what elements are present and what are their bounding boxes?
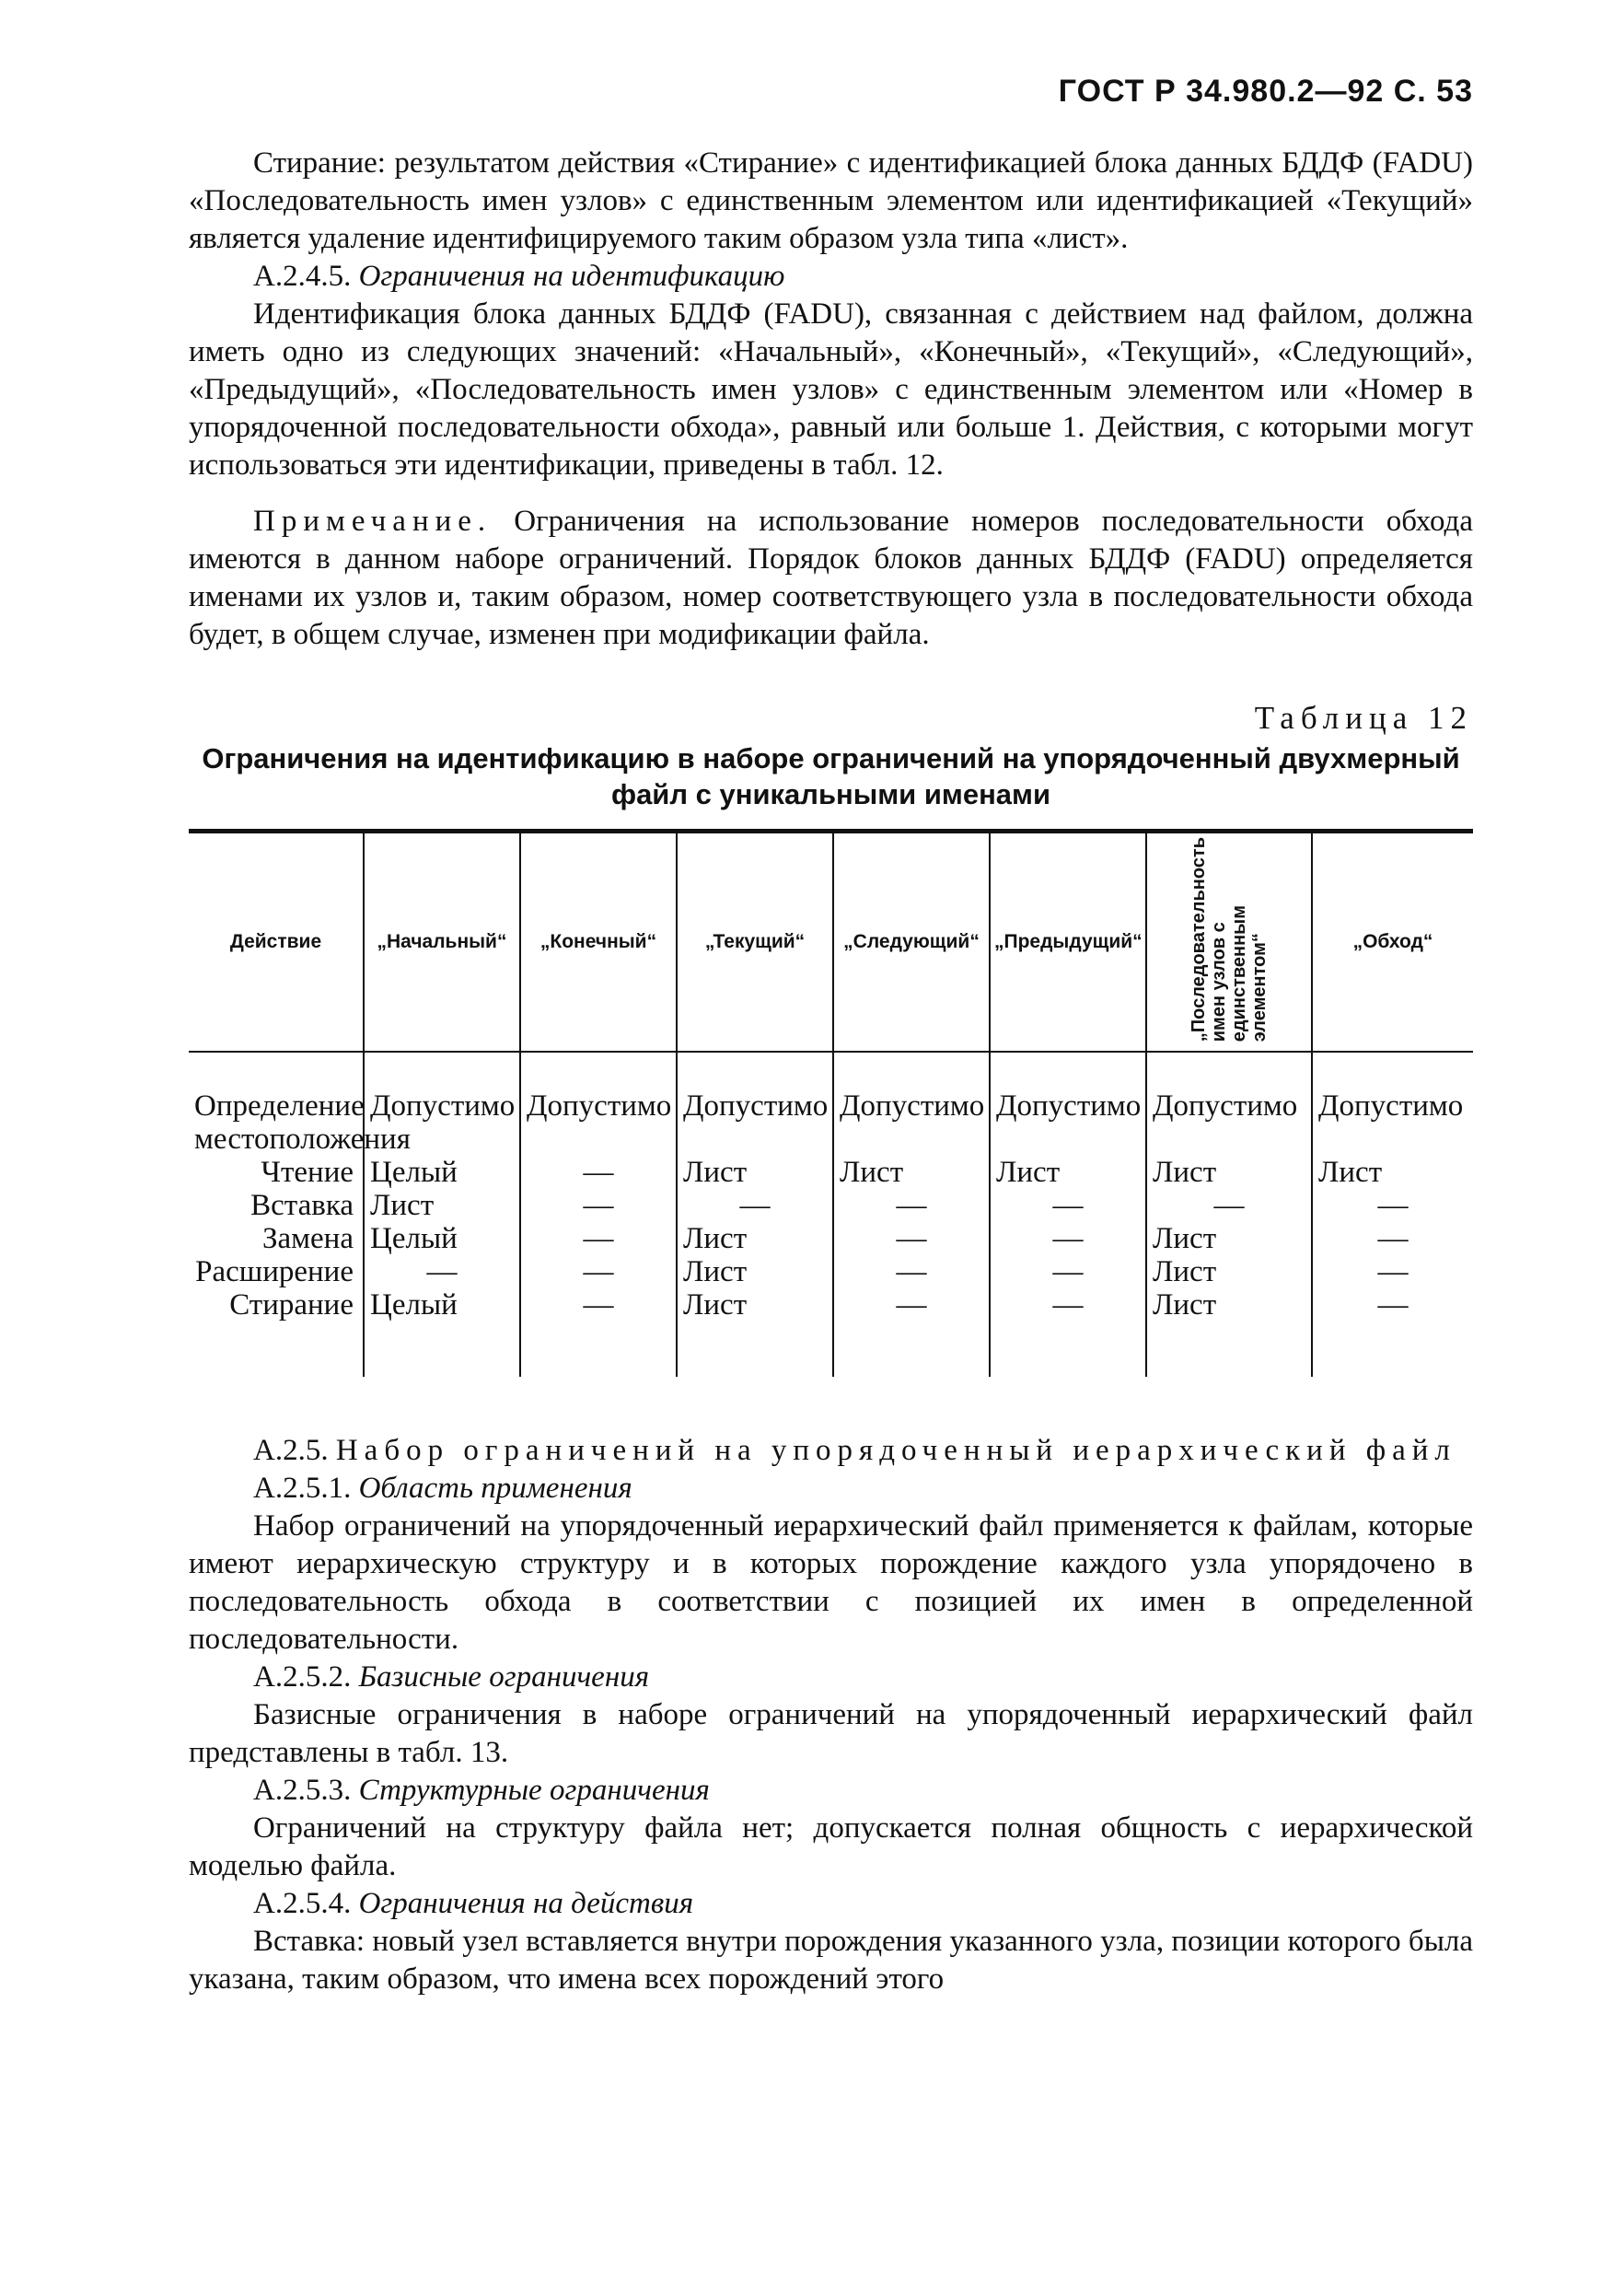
table-cell: Допустимо <box>677 1052 833 1156</box>
table-cell: — <box>1146 1189 1312 1222</box>
heading-title: Базисные ограничения <box>358 1660 650 1694</box>
table-row <box>189 1052 1473 1156</box>
heading-number: А.2.4.5. <box>253 260 352 293</box>
table-title: Ограничения на идентификацию в наборе ограничений на упорядоченный двухмерный файл с уникальными именами <box>202 742 1460 810</box>
table-cell: — <box>833 1255 990 1288</box>
table-cell: — <box>990 1288 1146 1377</box>
header-cell: „Обход“ <box>1312 832 1473 1053</box>
table-row <box>189 1189 1473 1222</box>
table-cell: — <box>520 1288 677 1377</box>
table-cell: Лист <box>677 1222 833 1255</box>
table-cell: — <box>1312 1189 1473 1222</box>
paragraph-basic: Базисные ограничения в наборе ограничений на упорядоченный иерархический файл представлены в табл. 13. <box>189 1698 1473 1770</box>
header-cell: „Конечный“ <box>520 832 677 1053</box>
table-cell: — <box>990 1189 1146 1222</box>
table-row <box>189 1255 1473 1288</box>
note-text: Ограничения на использование номеров последовательности обхода имеются в данном наборе ограничений. Порядок блоков данных БДДФ (FADU) определяется именами их узлов и, таким образом, номер соответствующего узла в последовательности обхода будет, в общем случае, изменен при модификации файла. <box>189 505 1473 651</box>
table-cell: — <box>990 1222 1146 1255</box>
table-cell: Вставка <box>250 1189 354 1223</box>
table-cell: Лист <box>990 1156 1146 1189</box>
header-cell: „Предыдущий“ <box>990 832 1146 1053</box>
note-label: Примечание. <box>253 505 493 538</box>
heading-a25 <box>189 1432 1473 1470</box>
table-cell: — <box>520 1255 677 1288</box>
table-cell: Расширение <box>195 1255 354 1289</box>
table-cell: — <box>833 1189 990 1222</box>
table-cell: Допустимо <box>1146 1052 1312 1156</box>
heading-a253 <box>189 1772 1473 1810</box>
heading-a254 <box>189 1885 1473 1923</box>
header-cell: „Начальный“ <box>364 832 520 1053</box>
heading-number: А.2.5.2. <box>253 1660 352 1694</box>
table-row <box>189 1288 1473 1377</box>
table-cell: — <box>1312 1288 1473 1377</box>
table-cell: — <box>677 1189 833 1222</box>
table-row <box>189 1222 1473 1255</box>
table-cell: — <box>1312 1222 1473 1255</box>
heading-title: Ограничения на идентификацию <box>358 260 785 293</box>
heading-number: А.2.5. <box>253 1434 329 1468</box>
paragraph-scope: Набор ограничений на упорядоченный иерархический файл применяется к файлам, которые имеют иерархическую структуру и в которых порождение каждого узла упорядочено в последовательность обхода в соответствии с позицией их имен в определенной последовательности. <box>189 1509 1473 1657</box>
table-cell: Лист <box>677 1255 833 1288</box>
header-cell-vertical <box>1146 832 1312 1053</box>
table-cell: — <box>364 1255 520 1288</box>
table-cell: — <box>990 1255 1146 1288</box>
table-cell: Лист <box>364 1189 520 1222</box>
table-cell: — <box>520 1156 677 1189</box>
table-cell: Целый <box>364 1222 520 1255</box>
heading-a252 <box>189 1659 1473 1696</box>
table-cell: Стирание <box>229 1288 354 1322</box>
header-cell: Действие <box>189 832 364 1053</box>
paragraph-identification: Идентификация блока данных БДДФ (FADU), связанная с действием над файлом, должна иметь одно из следующих значений: «Начальный», «Конечный», «Текущий», «Следующий», «Предыдущий», «Последовательность имен узлов» с единственным элементом или «Номер в упорядоченной последовательности обхода», равный или больше 1. Действия, с которыми могут использоваться эти идентификации, приведены в табл. 12. <box>189 297 1473 482</box>
table-cell: Целый <box>364 1156 520 1189</box>
table-cell: Замена <box>261 1222 354 1256</box>
header-vertical-text: „Последовательность имен узлов с единственным элементом“ <box>1189 837 1270 1042</box>
paragraph-actions: Вставка: новый узел вставляется внутри порождения указанного узла, позиции которого была указана, таким образом, что имена всех порождений этого <box>189 1925 1473 1997</box>
table-cell: Лист <box>1312 1156 1473 1189</box>
table-cell: Лист <box>677 1156 833 1189</box>
table-cell: — <box>833 1288 990 1377</box>
table-cell: Чтение <box>261 1156 354 1190</box>
table-cell: Лист <box>1146 1288 1312 1377</box>
table-cell: Целый <box>364 1288 520 1377</box>
heading-title: Ограничения на действия <box>358 1887 694 1921</box>
heading-a251 <box>189 1470 1473 1508</box>
heading-title: Набор ограничений на упорядоченный иерархический файл <box>335 1434 1456 1468</box>
heading-number: А.2.5.4. <box>253 1887 352 1921</box>
table-cell: Лист <box>1146 1156 1312 1189</box>
restrictions-table <box>189 829 1473 1377</box>
table-header-row <box>189 832 1473 1053</box>
table-number: Таблица 12 <box>1254 700 1473 736</box>
table-cell: Допустимо <box>364 1052 520 1156</box>
heading-title: Структурные ограничения <box>358 1774 710 1808</box>
paragraph-structural: Ограничений на структуру файла нет; допускается полная общность с иерархической моделью файла. <box>189 1811 1473 1883</box>
table-cell: Допустимо <box>1312 1052 1473 1156</box>
table-cell: Лист <box>1146 1255 1312 1288</box>
page-header: ГОСТ Р 34.980.2—92 С. 53 <box>1058 74 1473 109</box>
heading-number: А.2.5.3. <box>253 1774 352 1808</box>
table-cell: — <box>1312 1255 1473 1288</box>
heading-a245 <box>189 258 1473 296</box>
table-cell: — <box>833 1222 990 1255</box>
table-cell: Допустимо <box>990 1052 1146 1156</box>
document-page <box>189 74 1473 1998</box>
table-cell: Лист <box>677 1288 833 1377</box>
table-cell: Лист <box>1146 1222 1312 1255</box>
table-cell: — <box>520 1189 677 1222</box>
table-cell: — <box>520 1222 677 1255</box>
heading-number: А.2.5.1. <box>253 1472 352 1506</box>
table-cell: Допустимо <box>520 1052 677 1156</box>
table-cell: Допустимо <box>833 1052 990 1156</box>
table-cell: Лист <box>833 1156 990 1189</box>
table-row <box>189 1156 1473 1189</box>
paragraph-erase: Стирание: результатом действия «Стирание» с идентификацией блока данных БДДФ (FADU) «Последовательность имен узлов» с единственным элементом или идентификацией «Текущий» является удаление идентифицируемого таким образом узла типа «лист». <box>189 146 1473 255</box>
table-cell: Определение местоположения <box>194 1089 411 1157</box>
note <box>189 503 1473 654</box>
header-cell: „Текущий“ <box>677 832 833 1053</box>
header-cell: „Следующий“ <box>833 832 990 1053</box>
heading-title: Область применения <box>358 1472 632 1506</box>
